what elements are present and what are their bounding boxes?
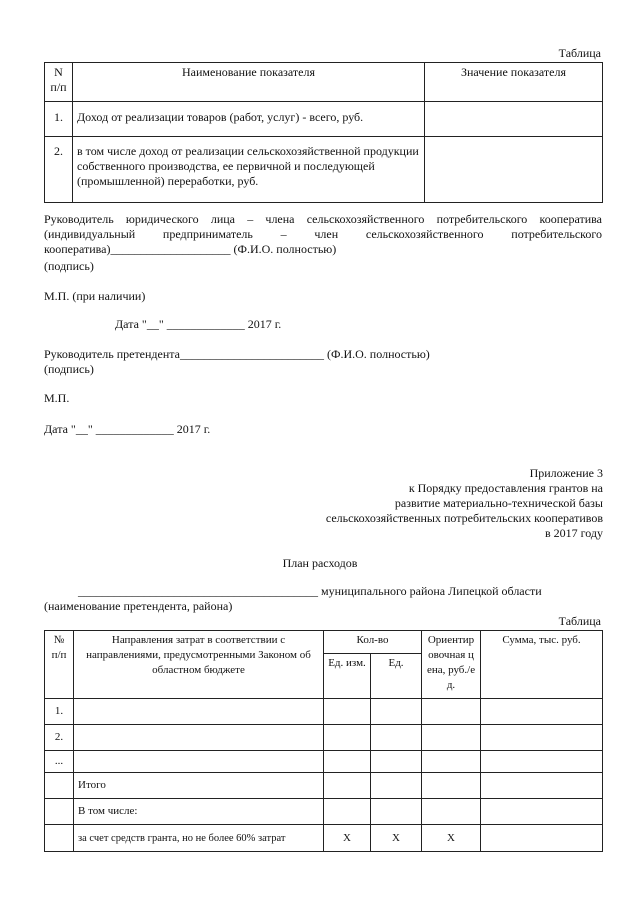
row-num: ... (45, 751, 74, 773)
table-header-row (45, 63, 603, 102)
appendix-line: к Порядку предоставления грантов на (408, 481, 603, 495)
signature-note: (подпись) (44, 259, 94, 273)
row-amount (371, 751, 422, 773)
table-row (45, 137, 603, 203)
date-line: Дата "__" _____________ 2017 г. (44, 422, 211, 436)
row-direction: за счет средств гранта, но не более 60% затрат (74, 825, 324, 852)
date-line: Дата "__" _____________ 2017 г. (115, 317, 282, 331)
table-header-row (45, 631, 603, 654)
row-price (422, 773, 481, 799)
row-amount (371, 799, 422, 825)
row-direction: Итого (74, 773, 324, 799)
row-direction: В том числе: (74, 799, 324, 825)
expenses-table (44, 630, 603, 852)
header-num: № п/п (45, 631, 74, 699)
row-price: Х (422, 825, 481, 852)
header-sum: Сумма, тыс. руб. (481, 631, 603, 699)
header-price: Ориентировочная цена, руб./ед. (422, 631, 481, 699)
header-num: N п/п (45, 63, 73, 102)
row-num: 1. (45, 102, 73, 137)
district-line: ________________________________________ муниципального района Липецкой области (78, 584, 542, 598)
head-of-legal-entity-text: Руководитель юридического лица – члена сельскохозяйственного потребительского кооператива (индивидуальный предприниматель – член сельскохозяйственного потребительского кооператива)____________________ (Ф.И.О. полностью) (44, 212, 602, 256)
row-amount (371, 699, 422, 725)
row-price (422, 725, 481, 751)
head-of-applicant-text: Руководитель претендента________________________ (Ф.И.О. полностью) (44, 347, 430, 361)
row-num: 1. (45, 699, 74, 725)
row-sum (481, 751, 603, 773)
row-unit (324, 751, 371, 773)
header-qty: Кол-во (324, 631, 422, 654)
table-row (45, 751, 603, 773)
stamp-note: М.П. (44, 391, 70, 405)
appendix-line: развитие материально-технической базы (394, 496, 603, 510)
row-num (45, 799, 74, 825)
header-qty-unit: Ед. изм. (324, 654, 371, 699)
row-sum (481, 725, 603, 751)
table-row (45, 725, 603, 751)
row-amount: Х (371, 825, 422, 852)
row-price (422, 751, 481, 773)
stamp-note: М.П. (при наличии) (44, 289, 146, 303)
row-num: 2. (45, 725, 74, 751)
row-sum (481, 773, 603, 799)
row-direction (74, 699, 324, 725)
table2-caption: Таблица (558, 614, 601, 628)
header-value: Значение показателя (425, 63, 603, 102)
row-price (422, 699, 481, 725)
row-unit: Х (324, 825, 371, 852)
plan-title: План расходов (282, 556, 358, 570)
header-qty-amount: Ед. (371, 654, 422, 699)
row-unit (324, 799, 371, 825)
appendix-line: сельскохозяйственных потребительских кооперативов (325, 511, 603, 525)
table-row (45, 773, 603, 799)
appendix-line: в 2017 году (544, 526, 603, 540)
table-row (45, 825, 603, 852)
table-row (45, 102, 603, 137)
table-row (45, 699, 603, 725)
header-name: Наименование показателя (73, 63, 425, 102)
row-num (45, 825, 74, 852)
row-amount (371, 725, 422, 751)
header-direction: Направления затрат в соответствии с направлениями, предусмотренными Законом об областном бюджете (74, 631, 324, 699)
appendix-line: Приложение 3 (529, 466, 603, 480)
row-num: 2. (45, 137, 73, 203)
indicators-table (44, 62, 603, 203)
table1-caption: Таблица (558, 46, 601, 60)
row-direction (74, 725, 324, 751)
appendix-header (200, 466, 603, 541)
signature-note: (подпись) (44, 362, 94, 376)
row-price (422, 799, 481, 825)
row-name: в том числе доход от реализации сельскохозяйственной продукции собственного производства, ее первичной и последующей (промышленной) переработки, руб. (73, 137, 425, 203)
row-unit (324, 773, 371, 799)
row-value (425, 102, 603, 137)
row-value (425, 137, 603, 203)
row-sum (481, 799, 603, 825)
table-row (45, 799, 603, 825)
row-name: Доход от реализации товаров (работ, услуг) - всего, руб. (73, 102, 425, 137)
row-sum (481, 699, 603, 725)
district-note: (наименование претендента, района) (44, 599, 233, 613)
row-num (45, 773, 74, 799)
row-sum (481, 825, 603, 852)
row-direction (74, 751, 324, 773)
row-amount (371, 773, 422, 799)
row-unit (324, 725, 371, 751)
row-unit (324, 699, 371, 725)
